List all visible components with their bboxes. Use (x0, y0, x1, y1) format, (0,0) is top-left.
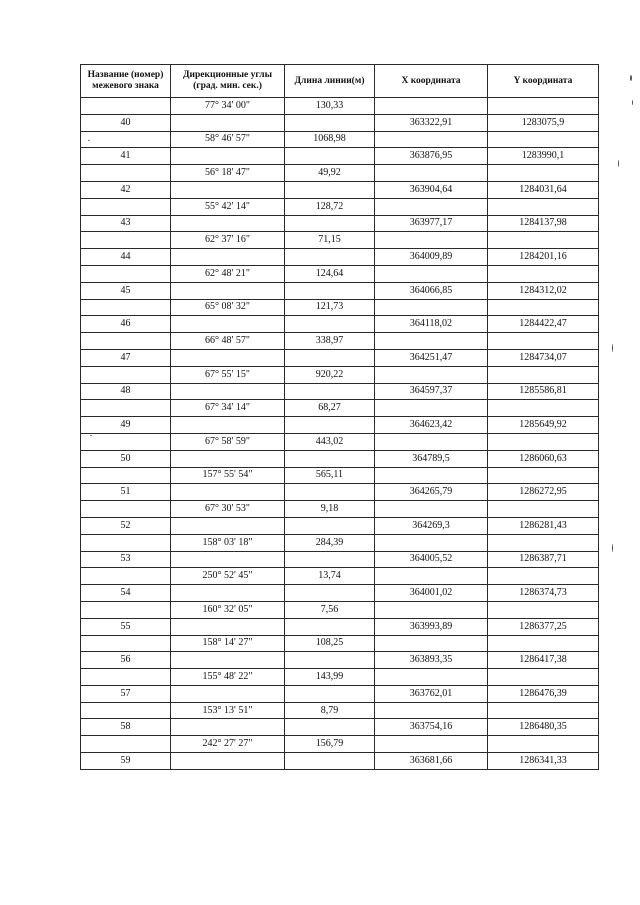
x-coordinate-cell: 363681,66 (375, 753, 488, 770)
point-row (81, 114, 599, 131)
point-name-cell: 41 (81, 148, 171, 165)
empty-cell (488, 232, 599, 249)
empty-cell (375, 232, 488, 249)
point-name-cell: 55 (81, 618, 171, 635)
empty-cell (488, 299, 599, 316)
line-length-cell: 121,73 (285, 299, 375, 316)
scan-speck (612, 544, 613, 552)
empty-cell (488, 265, 599, 282)
direction-angle-cell: 67° 58' 59" (171, 433, 285, 450)
empty-cell (375, 601, 488, 618)
point-row (81, 551, 599, 568)
header-row (81, 65, 599, 98)
empty-cell (488, 568, 599, 585)
empty-cell (375, 568, 488, 585)
scan-speck (632, 100, 633, 105)
segment-row (81, 299, 599, 316)
segment-row (81, 333, 599, 350)
point-name-cell: 40 (81, 114, 171, 131)
x-coordinate-cell: 364001,02 (375, 585, 488, 602)
boundary-points-table-container (80, 64, 598, 770)
y-coordinate-cell: 1285586,81 (488, 383, 599, 400)
table-header (81, 65, 599, 98)
point-row (81, 719, 599, 736)
line-length-cell: 130,33 (285, 98, 375, 115)
empty-cell (488, 736, 599, 753)
point-row (81, 484, 599, 501)
empty-cell (285, 114, 375, 131)
point-name-cell: 59 (81, 753, 171, 770)
empty-cell (171, 685, 285, 702)
empty-cell (488, 467, 599, 484)
point-name-cell: 44 (81, 249, 171, 266)
segment-row (81, 568, 599, 585)
empty-cell (375, 265, 488, 282)
empty-cell (488, 601, 599, 618)
segment-row (81, 98, 599, 115)
y-coordinate-cell: 1286377,25 (488, 618, 599, 635)
empty-cell (285, 618, 375, 635)
empty-cell (171, 417, 285, 434)
empty-cell (285, 349, 375, 366)
empty-cell (171, 148, 285, 165)
empty-cell (171, 753, 285, 770)
empty-cell (488, 433, 599, 450)
y-coordinate-cell: 1284312,02 (488, 282, 599, 299)
empty-cell (81, 400, 171, 417)
empty-cell (285, 417, 375, 434)
point-row (81, 316, 599, 333)
header-x-coordinate: X координата (375, 65, 488, 98)
y-coordinate-cell: 1286341,33 (488, 753, 599, 770)
y-coordinate-cell: 1286476,39 (488, 685, 599, 702)
direction-angle-cell: 62° 37' 16" (171, 232, 285, 249)
point-row (81, 349, 599, 366)
x-coordinate-cell: 364005,52 (375, 551, 488, 568)
direction-angle-cell: 157° 55' 54" (171, 467, 285, 484)
empty-cell (285, 484, 375, 501)
line-length-cell: 71,15 (285, 232, 375, 249)
x-coordinate-cell: 364623,42 (375, 417, 488, 434)
x-coordinate-cell: 364269,3 (375, 517, 488, 534)
point-name-cell: 48 (81, 383, 171, 400)
point-row (81, 450, 599, 467)
empty-cell (375, 433, 488, 450)
empty-cell (375, 534, 488, 551)
line-length-cell: 443,02 (285, 433, 375, 450)
empty-cell (171, 215, 285, 232)
empty-cell (171, 652, 285, 669)
segment-row (81, 467, 599, 484)
empty-cell (171, 114, 285, 131)
empty-cell (285, 517, 375, 534)
empty-cell (285, 450, 375, 467)
x-coordinate-cell: 364789,5 (375, 450, 488, 467)
x-coordinate-cell: 363754,16 (375, 719, 488, 736)
point-name-cell: 45 (81, 282, 171, 299)
point-name-cell: 52 (81, 517, 171, 534)
x-coordinate-cell: 363876,95 (375, 148, 488, 165)
empty-cell (171, 316, 285, 333)
empty-cell (285, 585, 375, 602)
point-row (81, 215, 599, 232)
line-length-cell: 1068,98 (285, 131, 375, 148)
x-coordinate-cell: 364009,89 (375, 249, 488, 266)
empty-cell (81, 98, 171, 115)
x-coordinate-cell: 363977,17 (375, 215, 488, 232)
scan-speck (88, 140, 90, 141)
empty-cell (285, 685, 375, 702)
header-point-name: Название (номер) межевого знака (81, 65, 171, 98)
empty-cell (171, 484, 285, 501)
y-coordinate-cell: 1283075,9 (488, 114, 599, 131)
empty-cell (488, 635, 599, 652)
empty-cell (81, 467, 171, 484)
empty-cell (375, 131, 488, 148)
empty-cell (488, 501, 599, 518)
y-coordinate-cell: 1286281,43 (488, 517, 599, 534)
empty-cell (488, 198, 599, 215)
empty-cell (285, 551, 375, 568)
direction-angle-cell: 67° 34' 14" (171, 400, 285, 417)
point-name-cell: 42 (81, 181, 171, 198)
scan-speck (90, 435, 92, 436)
segment-row (81, 400, 599, 417)
empty-cell (375, 736, 488, 753)
direction-angle-cell: 66° 48' 57" (171, 333, 285, 350)
segment-row (81, 635, 599, 652)
header-direction-angle: Дирекционные углы (град. мин. сек.) (171, 65, 285, 98)
empty-cell (285, 249, 375, 266)
point-name-cell: 54 (81, 585, 171, 602)
direction-angle-cell: 242° 27' 27" (171, 736, 285, 753)
empty-cell (171, 249, 285, 266)
y-coordinate-cell: 1284031,64 (488, 181, 599, 198)
x-coordinate-cell: 364251,47 (375, 349, 488, 366)
direction-angle-cell: 62° 48' 21" (171, 265, 285, 282)
empty-cell (81, 635, 171, 652)
line-length-cell: 108,25 (285, 635, 375, 652)
empty-cell (171, 282, 285, 299)
empty-cell (375, 299, 488, 316)
point-row (81, 417, 599, 434)
point-row (81, 585, 599, 602)
empty-cell (488, 366, 599, 383)
empty-cell (81, 299, 171, 316)
segment-row (81, 131, 599, 148)
empty-cell (81, 601, 171, 618)
point-name-cell: 50 (81, 450, 171, 467)
y-coordinate-cell: 1283990,1 (488, 148, 599, 165)
segment-row (81, 669, 599, 686)
empty-cell (285, 181, 375, 198)
empty-cell (81, 131, 171, 148)
direction-angle-cell: 56° 18' 47" (171, 165, 285, 182)
empty-cell (171, 383, 285, 400)
direction-angle-cell: 67° 30' 53" (171, 501, 285, 518)
point-row (81, 652, 599, 669)
line-length-cell: 284,39 (285, 534, 375, 551)
empty-cell (81, 702, 171, 719)
direction-angle-cell: 155° 48' 22" (171, 669, 285, 686)
line-length-cell: 338,97 (285, 333, 375, 350)
y-coordinate-cell: 1286272,95 (488, 484, 599, 501)
empty-cell (375, 333, 488, 350)
empty-cell (375, 400, 488, 417)
empty-cell (81, 165, 171, 182)
y-coordinate-cell: 1286480,35 (488, 719, 599, 736)
x-coordinate-cell: 363993,89 (375, 618, 488, 635)
direction-angle-cell: 77° 34' 00" (171, 98, 285, 115)
line-length-cell: 49,92 (285, 165, 375, 182)
y-coordinate-cell: 1286060,63 (488, 450, 599, 467)
empty-cell (81, 534, 171, 551)
x-coordinate-cell: 364597,37 (375, 383, 488, 400)
empty-cell (171, 551, 285, 568)
y-coordinate-cell: 1284734,07 (488, 349, 599, 366)
empty-cell (285, 652, 375, 669)
y-coordinate-cell: 1284137,98 (488, 215, 599, 232)
empty-cell (171, 719, 285, 736)
segment-row (81, 232, 599, 249)
empty-cell (171, 585, 285, 602)
empty-cell (81, 669, 171, 686)
direction-angle-cell: 153° 13' 51" (171, 702, 285, 719)
x-coordinate-cell: 364118,02 (375, 316, 488, 333)
point-row (81, 517, 599, 534)
y-coordinate-cell: 1284422,47 (488, 316, 599, 333)
direction-angle-cell: 55° 42' 14" (171, 198, 285, 215)
empty-cell (285, 148, 375, 165)
empty-cell (285, 282, 375, 299)
x-coordinate-cell: 364265,79 (375, 484, 488, 501)
y-coordinate-cell: 1286387,71 (488, 551, 599, 568)
empty-cell (488, 400, 599, 417)
empty-cell (171, 349, 285, 366)
scan-speck (630, 75, 632, 81)
empty-cell (81, 232, 171, 249)
empty-cell (488, 131, 599, 148)
direction-angle-cell: 58° 46' 57" (171, 131, 285, 148)
direction-angle-cell: 65° 08' 32" (171, 299, 285, 316)
segment-row (81, 534, 599, 551)
header-y-coordinate: Y координата (488, 65, 599, 98)
empty-cell (488, 702, 599, 719)
segment-row (81, 198, 599, 215)
point-row (81, 148, 599, 165)
line-length-cell: 8,79 (285, 702, 375, 719)
direction-angle-cell: 158° 14' 27" (171, 635, 285, 652)
direction-angle-cell: 250° 52' 45" (171, 568, 285, 585)
empty-cell (488, 534, 599, 551)
x-coordinate-cell: 364066,85 (375, 282, 488, 299)
line-length-cell: 124,64 (285, 265, 375, 282)
point-name-cell: 53 (81, 551, 171, 568)
x-coordinate-cell: 363322,91 (375, 114, 488, 131)
line-length-cell: 68,27 (285, 400, 375, 417)
segment-row (81, 702, 599, 719)
y-coordinate-cell: 1284201,16 (488, 249, 599, 266)
segment-row (81, 165, 599, 182)
empty-cell (285, 316, 375, 333)
point-row (81, 282, 599, 299)
header-line-length: Длина линии(м) (285, 65, 375, 98)
empty-cell (81, 198, 171, 215)
empty-cell (375, 702, 488, 719)
empty-cell (375, 635, 488, 652)
direction-angle-cell: 160° 32' 05" (171, 601, 285, 618)
point-name-cell: 57 (81, 685, 171, 702)
point-row (81, 685, 599, 702)
y-coordinate-cell: 1286417,38 (488, 652, 599, 669)
x-coordinate-cell: 363893,35 (375, 652, 488, 669)
empty-cell (81, 568, 171, 585)
line-length-cell: 565,11 (285, 467, 375, 484)
empty-cell (488, 333, 599, 350)
point-name-cell: 49 (81, 417, 171, 434)
line-length-cell: 143,99 (285, 669, 375, 686)
point-name-cell: 47 (81, 349, 171, 366)
empty-cell (285, 753, 375, 770)
empty-cell (81, 333, 171, 350)
empty-cell (81, 736, 171, 753)
direction-angle-cell: 158° 03' 18" (171, 534, 285, 551)
empty-cell (81, 265, 171, 282)
point-name-cell: 46 (81, 316, 171, 333)
empty-cell (375, 501, 488, 518)
scan-speck (612, 344, 613, 352)
empty-cell (171, 181, 285, 198)
point-row (81, 618, 599, 635)
empty-cell (375, 98, 488, 115)
empty-cell (81, 501, 171, 518)
line-length-cell: 7,56 (285, 601, 375, 618)
empty-cell (375, 165, 488, 182)
empty-cell (285, 383, 375, 400)
point-row (81, 249, 599, 266)
x-coordinate-cell: 363904,64 (375, 181, 488, 198)
point-row (81, 753, 599, 770)
empty-cell (375, 467, 488, 484)
point-name-cell: 51 (81, 484, 171, 501)
line-length-cell: 128,72 (285, 198, 375, 215)
y-coordinate-cell: 1286374,73 (488, 585, 599, 602)
line-length-cell: 9,18 (285, 501, 375, 518)
empty-cell (375, 198, 488, 215)
empty-cell (488, 165, 599, 182)
point-name-cell: 43 (81, 215, 171, 232)
y-coordinate-cell: 1285649,92 (488, 417, 599, 434)
point-name-cell: 58 (81, 719, 171, 736)
boundary-points-table (80, 64, 599, 770)
empty-cell (488, 98, 599, 115)
table-body (81, 98, 599, 770)
segment-row (81, 433, 599, 450)
line-length-cell: 920,22 (285, 366, 375, 383)
segment-row (81, 601, 599, 618)
segment-row (81, 736, 599, 753)
x-coordinate-cell: 363762,01 (375, 685, 488, 702)
empty-cell (285, 719, 375, 736)
segment-row (81, 366, 599, 383)
segment-row (81, 265, 599, 282)
point-row (81, 181, 599, 198)
empty-cell (171, 517, 285, 534)
segment-row (81, 501, 599, 518)
line-length-cell: 156,79 (285, 736, 375, 753)
empty-cell (81, 366, 171, 383)
empty-cell (375, 366, 488, 383)
direction-angle-cell: 67° 55' 15" (171, 366, 285, 383)
scan-speck (618, 160, 619, 167)
empty-cell (375, 669, 488, 686)
point-name-cell: 56 (81, 652, 171, 669)
point-row (81, 383, 599, 400)
empty-cell (488, 669, 599, 686)
line-length-cell: 13,74 (285, 568, 375, 585)
empty-cell (81, 433, 171, 450)
empty-cell (171, 450, 285, 467)
empty-cell (171, 618, 285, 635)
empty-cell (285, 215, 375, 232)
